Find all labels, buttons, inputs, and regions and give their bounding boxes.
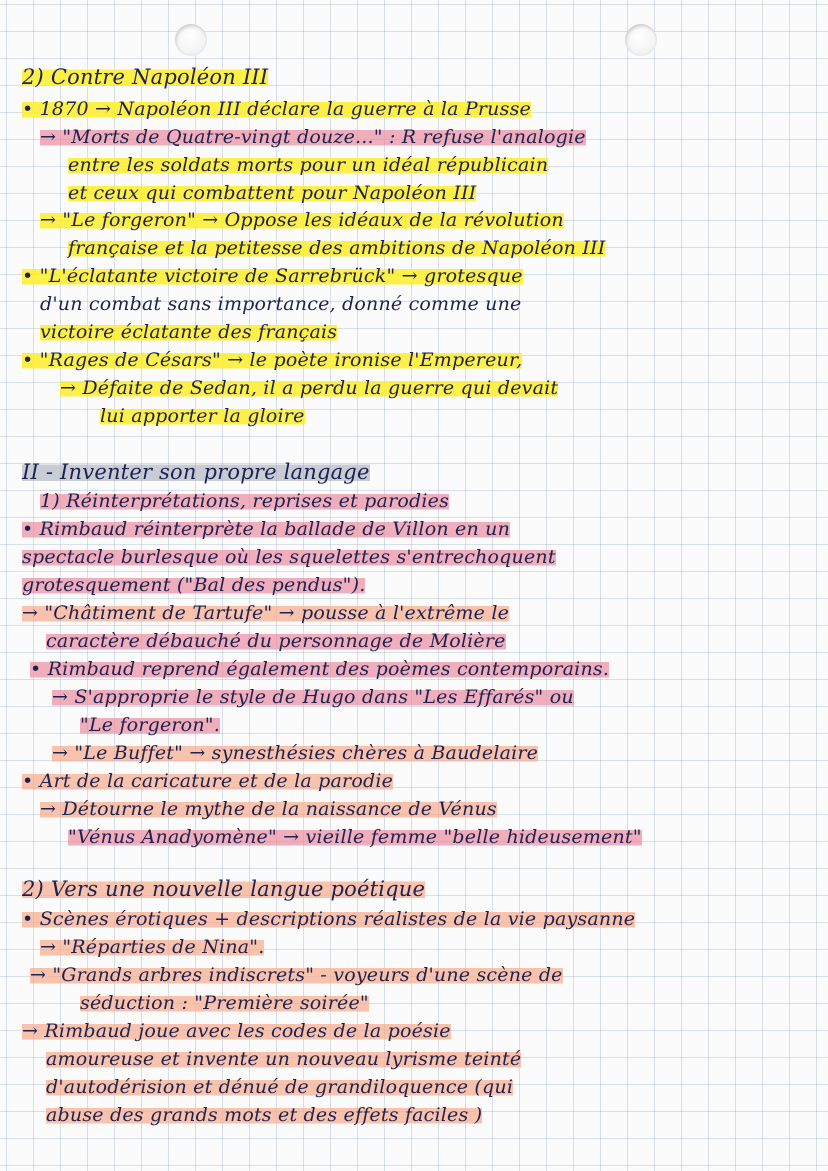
note-line: entre les soldats morts pour un idéal républicain [68, 154, 549, 176]
note-line: spectacle burlesque où les squelettes s'entrechoquent [22, 546, 556, 568]
binder-hole-left [175, 24, 207, 56]
note-line: → "Morts de Quatre-vingt douze..." : R refuse l'analogie [40, 126, 586, 148]
note-line: française et la petitesse des ambitions de Napoléon III [68, 237, 606, 259]
note-line: → "Réparties de Nina". [40, 936, 265, 958]
note-line: d'un combat sans importance, donné comme une [40, 293, 522, 315]
note-line: • 1870 → Napoléon III déclare la guerre à la Prusse [22, 98, 531, 120]
note-line: • Scènes érotiques + descriptions réalistes de la vie paysanne [22, 908, 636, 930]
note-line: → Rimbaud joue avec les codes de la poésie [22, 1020, 451, 1042]
note-line: → Détourne le mythe de la naissance de Vénus [40, 798, 497, 820]
note-line: • Rimbaud réinterprète la ballade de Villon en un [22, 518, 511, 540]
subsection-title: 2) Vers une nouvelle langue poétique [22, 877, 426, 901]
note-line: "Le forgeron". [80, 714, 220, 736]
note-line: lui apporter la gloire [100, 405, 305, 427]
section-title: 2) Contre Napoléon III [22, 65, 269, 89]
note-line: "Vénus Anadyomène" → vieille femme "belle hideusement" [68, 826, 642, 848]
note-line: d'autodérision et dénué de grandiloquence (qui [46, 1076, 514, 1098]
note-line: → "Châtiment de Tartufe" → pousse à l'extrême le [22, 602, 510, 624]
note-line: victoire éclatante des français [40, 321, 338, 343]
note-line: • Rimbaud reprend également des poèmes contemporains. [30, 658, 610, 680]
note-line: • "L'éclatante victoire de Sarrebrück" → grotesque [22, 265, 523, 287]
note-line: caractère débauché du personnage de Molière [46, 630, 506, 652]
note-line: → "Le Buffet" → synesthésies chères à Baudelaire [52, 742, 539, 764]
note-line: séduction : "Première soirée" [80, 992, 369, 1014]
part-title: II - Inventer son propre langage [22, 460, 370, 484]
note-line: amoureuse et invente un nouveau lyrisme teinté [46, 1048, 522, 1070]
note-line: • "Rages de Césars" → le poète ironise l'Empereur, [22, 349, 523, 371]
note-line: → Défaite de Sedan, il a perdu la guerre qui devait [60, 377, 559, 399]
note-line: → "Grands arbres indiscrets" - voyeurs d'une scène de [30, 964, 563, 986]
binder-hole-right [625, 24, 657, 56]
note-line: → S'approprie le style de Hugo dans "Les Effarés" ou [52, 686, 574, 708]
note-line: → "Le forgeron" → Oppose les idéaux de la révolution [40, 209, 564, 231]
note-line: et ceux qui combattent pour Napoléon III [68, 182, 477, 204]
note-line: abuse des grands mots et des effets faciles ) [46, 1104, 483, 1126]
note-line: grotesquement ("Bal des pendus"). [22, 574, 366, 596]
subsection-title: 1) Réinterprétations, reprises et parodies [40, 490, 450, 512]
note-line: • Art de la caricature et de la parodie [22, 770, 394, 792]
